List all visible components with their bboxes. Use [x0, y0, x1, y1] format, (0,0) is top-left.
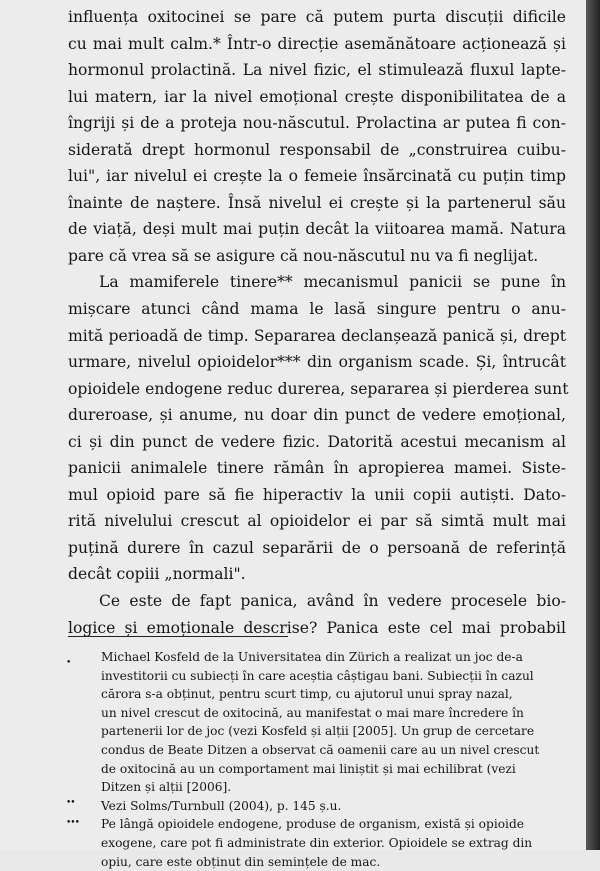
text-line: puțină durere în cazul separării de o persoană de referință	[68, 538, 566, 557]
text-line: lui", iar nivelul ei crește la o femeie însărcinată cu puțin timp	[68, 167, 566, 186]
text-line: de viață, deși mult mai puțin decât la viitoarea mamă. Natura	[68, 220, 566, 239]
footnote-line: Pe lângă opioidele endogene, produse de organism, există și opioide	[101, 817, 524, 832]
text-line: lui matern, iar la nivel emoțional crește disponibilitatea de a	[68, 87, 566, 106]
footnote-separator	[68, 636, 288, 637]
footnote-line: opiu, care este obținut din semințele de mac.	[101, 854, 381, 869]
footnote-marker: •	[66, 658, 71, 668]
footnote-marker: •••	[66, 818, 79, 829]
main-text	[68, 4, 569, 641]
text-line: panicii animalele tinere rămân în apropierea mamei. Siste-	[68, 459, 566, 478]
footnote-line: Ditzen și alții [2006].	[101, 780, 232, 795]
text-line: siderată drept hormonul responsabil de „construirea cuibu-	[68, 140, 566, 159]
footnote-line: condus de Beate Ditzen a observat că oamenii care au un nivel crescut	[101, 742, 540, 757]
footnote-2	[66, 797, 566, 816]
text-line: pare că vrea să se asigure că nou-născutul nu va fi neglijat.	[68, 246, 539, 265]
text-line: dureroase, și anume, nu doar din punct de vedere emoțional,	[68, 406, 566, 425]
text-line: înainte de naștere. Însă nivelul ei crește și la partenerul său	[68, 193, 566, 212]
text-line: influența oxitocinei se pare că putem purta discuții dificile	[68, 8, 566, 26]
footnote-line: de oxitocină au un comportament mai liniștit și mai echilibrat (vezi	[101, 761, 516, 776]
text-line: hormonul prolactină. La nivel fizic, el stimulează fluxul lapte-	[68, 61, 566, 80]
paragraph-panic-mechanism	[68, 269, 569, 588]
paragraph-oxytocin-prolactin	[68, 4, 566, 269]
footnote-3	[66, 815, 566, 871]
text-line: cu mai mult calm.* Într-o direcție asemănătoare acționează și	[68, 34, 566, 53]
text-line: mul opioid pare să fie hiperactiv la unii copii autiști. Dato-	[68, 485, 566, 504]
footnote-line: cărora s-a obținut, pentru scurt timp, cu ajutorul unui spray nazal,	[101, 687, 513, 702]
text-line: îngriji și de a proteja nou-născutul. Prolactina ar putea fi con-	[68, 114, 566, 133]
text-line: rită nivelului crescut al opioidelor ei par să simtă mult mai	[68, 512, 566, 531]
text-line: opioidele endogene reduc durerea, separarea și pierderea sunt	[68, 379, 569, 398]
footnote-line: un nivel crescut de oxitocină, au manifestat o mai mare încredere în	[101, 705, 524, 720]
text-line: Ce este de fapt panica, având în vedere procesele bio-	[99, 592, 566, 611]
text-line: mită perioadă de timp. Separarea declanșează panică și, drept	[68, 326, 566, 345]
footnote-line: Vezi Solms/Turnbull (2004), p. 145 ș.u.	[101, 798, 342, 813]
footnote-marker: ••	[66, 797, 75, 808]
text-line: La mamiferele tinere** mecanismul panicii se pune în	[99, 273, 566, 292]
text-line: urmare, nivelul opioidelor*** din organism scade. Și, întrucât	[68, 353, 566, 372]
footnote-line: exogene, care pot fi administrate din exterior. Opioidele se extrag din	[101, 835, 533, 850]
text-line: mișcare atunci când mama le lasă singure pentru o anu-	[68, 300, 566, 319]
text-line: logice și emoționale descrise? Panica este cel mai probabil	[68, 618, 566, 637]
footnote-1	[66, 648, 566, 797]
page-edge	[586, 0, 600, 850]
paragraph-what-is-panic	[68, 588, 566, 641]
text-line: ci și din punct de vedere fizic. Datorită acestui mecanism al	[68, 432, 566, 451]
footnote-line: Michael Kosfeld de la Universitatea din Zürich a realizat un joc de-a	[101, 650, 523, 664]
footnote-line: partenerii lor de joc (vezi Kosfeld și alții [2005]. Un grup de cercetare	[101, 724, 535, 739]
footnote-line: investitorii cu subiecți în care aceștia câștigau bani. Subiecții în cazul	[101, 668, 534, 683]
footnotes	[66, 648, 566, 871]
text-line: decât copiii „normali".	[68, 565, 246, 584]
